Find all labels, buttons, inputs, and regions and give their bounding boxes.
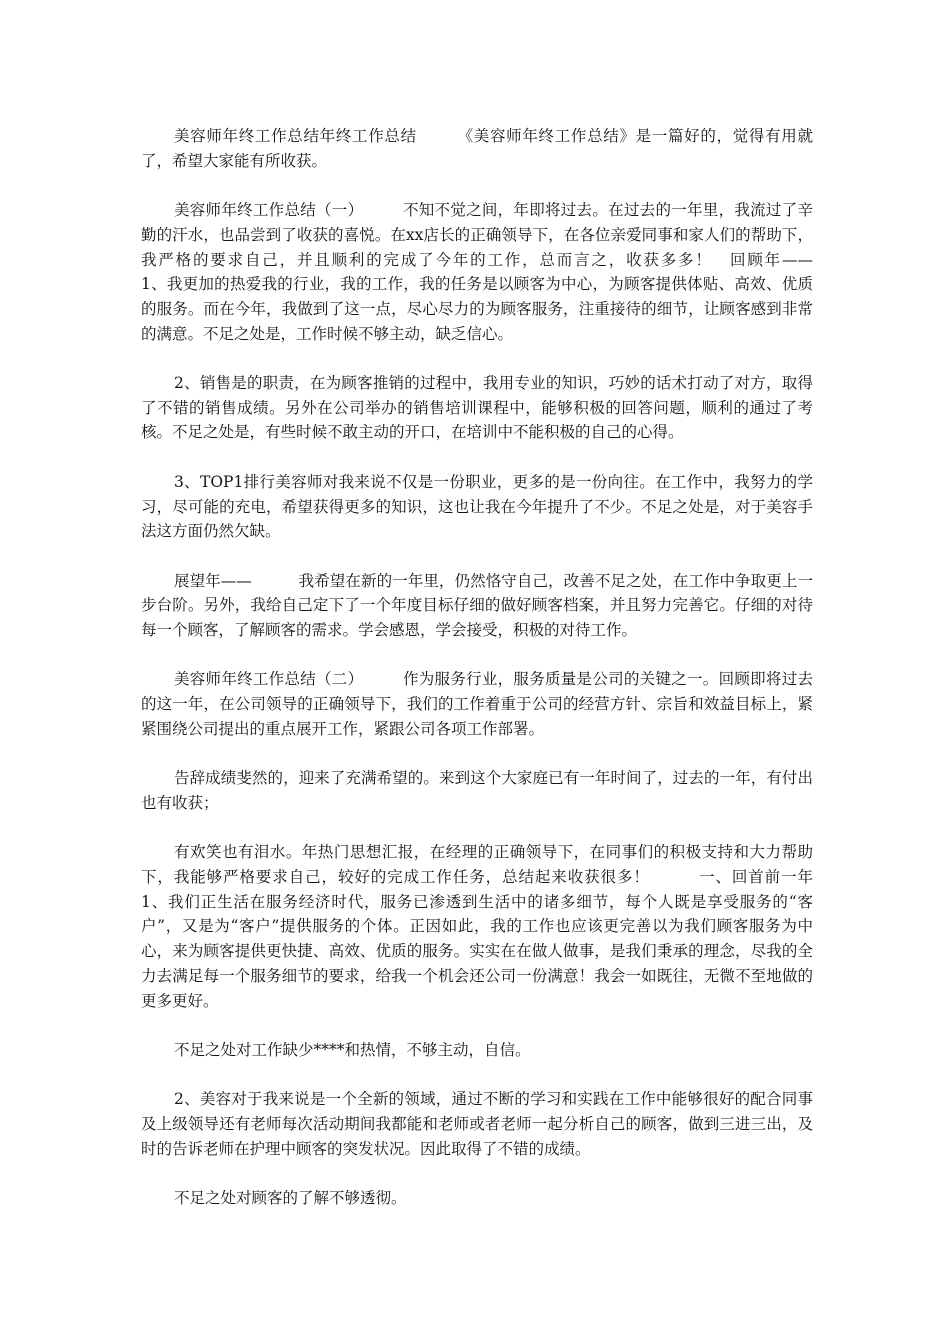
paragraph-new-field: 2、美容对于我来说是一个全新的领域，通过不断的学习和实践在工作中能够很好的配合同事及上级领导还有老师每次活动期间我都能和老师或者老师一起分析自己的顾客，做到三进三出，及时的告诉老师在护理中顾客的突发状况。因此取得了不错的成绩。 (141, 1090, 813, 1158)
paragraph-intro: 美容师年终工作总结年终工作总结 《美容师年终工作总结》是一篇好的，觉得有用就了，希望大家能有所收获。 (141, 127, 813, 170)
paragraph-career: 3、TOP1排行美容师对我来说不仅是一份职业，更多的是一份向往。在工作中，我努力的学习，尽可能的充电，希望获得更多的知识，这也让我在今年提升了不少。不足之处是，对于美容手法这方面仍然欠缺。 (141, 472, 813, 541)
paragraph-shortcoming-clients: 不足之处对顾客的了解不够透彻。 (174, 1189, 407, 1208)
paragraph-summary-two: 美容师年终工作总结（二） 作为服务行业，服务质量是公司的关键之一。回顾即将过去的这一年，在公司领导的正确领导下，我们的工作着重于公司的经营方针、宗旨和效益目标上，紧紧围绕公司提出的重点展开工作，紧跟公司各项工作部署。 (141, 670, 813, 738)
paragraph-farewell: 告辞成绩斐然的，迎来了充满希望的。来到这个大家庭已有一年时间了，过去的一年，有付出也有收获； (141, 769, 813, 812)
paragraph-shortcoming-work: 不足之处对工作缺少****和热情，不够主动，自信。 (174, 1040, 531, 1059)
paragraph-summary-one: 美容师年终工作总结（一） 不知不觉之间，年即将过去。在过去的一年里，我流过了辛勤的汗水，也品尝到了收获的喜悦。在xx店长的正确领导下，在各位亲爱同事和家人们的帮助下，我严格的要求自己，并且顺利的完成了今年的工作，总而言之，收获多多！ 回顾年—— 1、我更加的热爱我的行业，我的工作，我的任务是以顾客为中心，为顾客提供体贴、高效、优质的服务。而在今年，我做到了这一点，尽心尽力的为顾客服务，注重接待的细节，让顾客感到非常的满意。不足之处是，工作时候不够主动，缺乏信心。 (141, 201, 860, 343)
paragraph-sales: 2、销售是的职责，在为顾客推销的过程中，我用专业的知识，巧妙的话术打动了对方，取得了不错的销售成绩。另外在公司举办的销售培训课程中，能够积极的回答问题，顺利的通过了考核。不足之处是，有些时候不敢主动的开口，在培训中不能积极的自己的心得。 (141, 374, 813, 442)
document-body (141, 124, 860, 1211)
paragraph-outlook: 展望年—— 我希望在新的一年里，仍然恪守自己，改善不足之处，在工作中争取更上一步台阶。另外，我给自己定下了一个年度目标仔细的做好顾客档案，并且努力完善它。仔细的对待每一个顾客，了解顾客的需求。学会感恩，学会接受，积极的对待工作。 (141, 571, 813, 639)
paragraph-review: 有欢笑也有泪水。年热门思想汇报，在经理的正确领导下，在同事们的积极支持和大力帮助下，我能够严格要求自己，较好的完成工作任务，总结起来收获很多！ 一、回首前一年 1、我们正生活在服务经济时代，服务已渗透到生活中的诸多细节，每个人既是享受服务的“客户”，又是为“客户”提供服务的个体。正因如此，我的工作也应该更完善以为我们顾客服务为中心，来为顾客提供更快捷、高效、优质的服务。实实在在做人做事，是我们秉承的理念，尽我的全力去满足每一个服务细节的要求，给我一个机会还公司一份满意！我会一如既往，无微不至地做的更多更好。 (141, 843, 860, 1010)
